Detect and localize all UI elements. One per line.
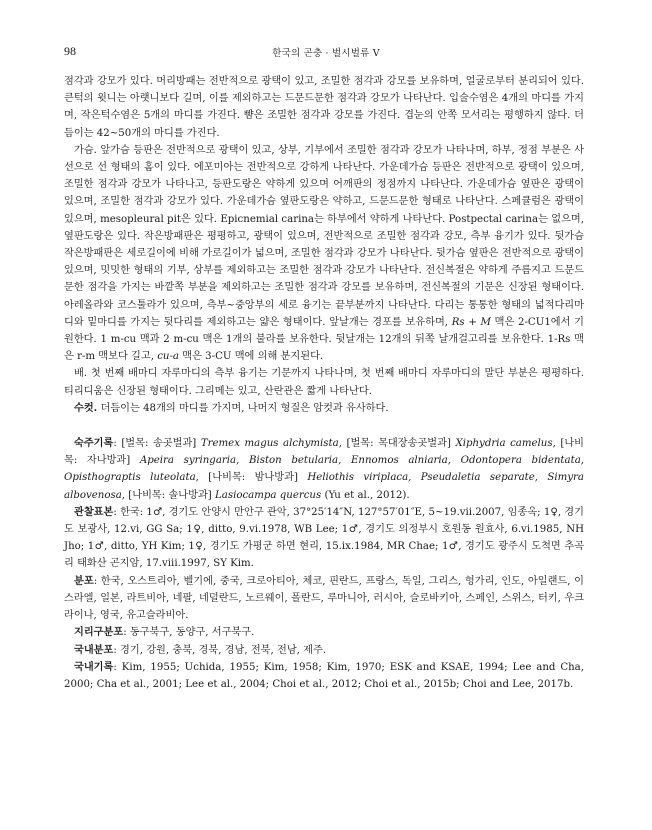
examined-text: : 한국: 1♂, 경기도 안양시 만안구 관악, 37°25′14″N, 127°57′01″E, 5~19.vii.2007, 임종옥; 1♀, 경기도 보광사, 12.vi, GG Sa; 1♀, ditto, 9.vi.1978, WB Lee; 1♂, 경기도 의정부시 호원동 원효사, 6.vi.1985, NH Jho; 1♂, ditto, YH Kim; 1♀, 경기도 가평군 하면 현리, 15.ix.1984, MR Chae; 1♂, 경기도 광주시 도척면 추곡리 태화산 곤지암, 17.viii.1997, SY Kim. [64, 506, 584, 570]
paragraph-domestic-records [64, 659, 584, 693]
page-body [64, 73, 584, 693]
paragraph-examined-specimens [64, 504, 584, 573]
host-text-c: , [나비목: 자나방과] [64, 438, 585, 467]
thorax-text-c: 맥은 3-CU 맥에 의해 분지된다. [179, 351, 324, 363]
running-head: 한국의 곤충 · 벌시벌류 V [272, 48, 380, 59]
host-text-b: , [벌목: 목대장송곳벌과] [338, 438, 456, 450]
host-species-2: Xiphydria camelus [455, 438, 553, 450]
paragraph-head-description: 점각과 강모가 있다. 머리방패는 전반적으로 광택이 있고, 조밀한 점각과 강모를 보유하며, 얼굴로부터 분리되어 있다. 큰턱의 윗니는 아랫니보다 길며, 이를 제외하고는 드문드문한 점각과 강모가 나타난다. 입술수염은 4개의 마디를 가지며, 작은턱수염은 5개의 마디를 가진다. 뺨은 조밀한 점각과 강모를 가진다. 겹눈의 안쪽 모서리는 평행하지 않다. 더듬이는 42~50개의 마디를 가진다. [64, 76, 584, 139]
paragraph-geographic [64, 624, 584, 641]
male-text: 더듬이는 48개의 마디를 가지며, 나머지 형질은 암컷과 유사하다. [97, 402, 389, 414]
page-header [64, 44, 588, 64]
male-label: 수컷. [74, 401, 98, 414]
paragraph-male [64, 400, 584, 417]
paragraph-host-records [64, 435, 584, 504]
host-text-d: , [나비목: 밤나방과] [195, 472, 308, 484]
records-text: : Kim, 1955; Uchida, 1955; Kim, 1958; Kim, 1970; ESK and KSAE, 1994; Lee and Cha, 2000; Cha et al., 2001; Lee et al., 2004; Choi et al., 2012; Choi et al., 2015b; Choi and Lee, 2017b. [64, 661, 584, 690]
paragraph-domestic-distribution [64, 642, 584, 659]
domestic-label: 국내분포 [74, 643, 114, 656]
records-label: 국내기록 [74, 660, 114, 673]
host-species-5: Lasiocampa quercus [215, 489, 322, 501]
vein-cu-a: cu-a [157, 351, 180, 363]
host-text-a: : [벌목: 송곳벌과] [113, 438, 201, 450]
host-text-f: (Yu et al., 2012). [321, 489, 410, 501]
examined-label: 관찰표본 [74, 505, 114, 518]
host-label: 숙주기록 [74, 437, 114, 450]
thorax-text: 가슴. 앞가슴 등판은 전반적으로 광택이 있고, 상부, 기부에서 조밀한 점각과 강모가 나타나며, 하부, 정점 부분은 사선으로 선 형태의 홈이 있다. 에포미아는 전반적으로 강하게 나타난다. 가운데가슴 등판은 전반적으로 광택이 있으며, 조밀한 점각과 강모가 나타나고, 등판도랑은 약하게 있으며 어깨판의 정점까지 나타난다. 가운데가슴 옆판은 광택이 있으며, 조밀한 점각과 강모가 있다. 가운데가슴 옆판도랑은 약하고, 드문드문한 형태로 나타난다. 스페큘럼은 광택이 있으며, mesopleural pit은 있다. Epicnemial carina는 하부에서 약하게 나타난다. Postpectal carina는 없으며, 옆판도랑은 있다. 작은방패판은 평평하고, 광택이 있으며, 전반적으로 조밀한 점각과 강모, 측부 융기가 있다. 뒷가슴작은방패판은 세로길이에 비해 가로길이가 넓으며, 조밀한 점각과 강모가 나타난다. 뒷가슴 옆판은 전반적으로 광택이 있으며, 밋밋한 형태의 기부, 상부를 제외하고는 조밀한 점각과 강모가 나타난다. 전신복절은 약하게 주름지고 드문드문한 점각을 가지는 바깥쪽 부분을 제외하고는 조밀한 점각과 강모를 보유하며, 전신복절의 기문은 신장된 형태이다. 아레올라와 코스툴라가 있으며, 측부~중앙부의 세로 융기는 끝부분까지 나타난다. 다리는 통통한 형태의 넓적다리마디와 밑마디를 가지는 뒷다리를 제외하고는 얇은 형태이다. 앞날개는 경포를 보유하며, [64, 144, 584, 328]
page-number: 98 [64, 44, 76, 58]
host-species-4: Heliothis viriplaca, Pseudaletia separate, Simyra albovenosa [64, 472, 584, 501]
paragraph-abdomen: 배. 첫 번째 배마디 자루마디의 측부 융기는 기문까지 나타나며, 첫 번째 배마디 자루마디의 말단 부분은 평평하다. 티리디움은 신장된 형태이다. 그리메는 있고, 산란관은 짧게 나타난다. [64, 368, 584, 397]
host-species-3: Apeira syringaria, Biston betularia, Ennomos alniaria, Odontopera bidentata, Opisthograptis luteolata [64, 455, 585, 484]
geographic-text: : 동구북구, 동양구, 서구북구. [123, 627, 255, 639]
domestic-text: : 경기, 강원, 충북, 경북, 경남, 전북, 전남, 제주. [113, 644, 327, 656]
paragraph-distribution [64, 573, 584, 625]
host-text-e: , [나비목: 솔나방과] [121, 489, 216, 501]
host-species-1: Tremex magus alchymista [200, 438, 339, 450]
distribution-label: 분포 [74, 574, 94, 587]
section-gap [64, 417, 584, 435]
thorax-text-b: 맥은 2-CU1에서 기원한다. 1 m-cu 맥과 2 m-cu 맥은 1개의 불라를 보유한다. 뒷날개는 12개의 뒤쪽 날개걸고리를 보유한다. 1-Rs 맥은 r-m 맥보다 길고, [64, 316, 585, 363]
geographic-label: 지리구분포 [74, 626, 124, 639]
paragraph-thorax [64, 142, 584, 366]
vein-rs-m: Rs + M [451, 316, 491, 328]
distribution-text: : 한국, 오스트리아, 벨기에, 중국, 크로아티아, 체코, 핀란드, 프랑스, 독일, 그리스, 헝가리, 인도, 아일랜드, 이스라엘, 일본, 라트비아, 네팔, 네덜란드, 노르웨이, 폴란드, 루마니아, 러시아, 슬로바키아, 스페인, 스위스, 터키, 우크라이나, 영국, 유고슬라비아. [64, 575, 584, 622]
